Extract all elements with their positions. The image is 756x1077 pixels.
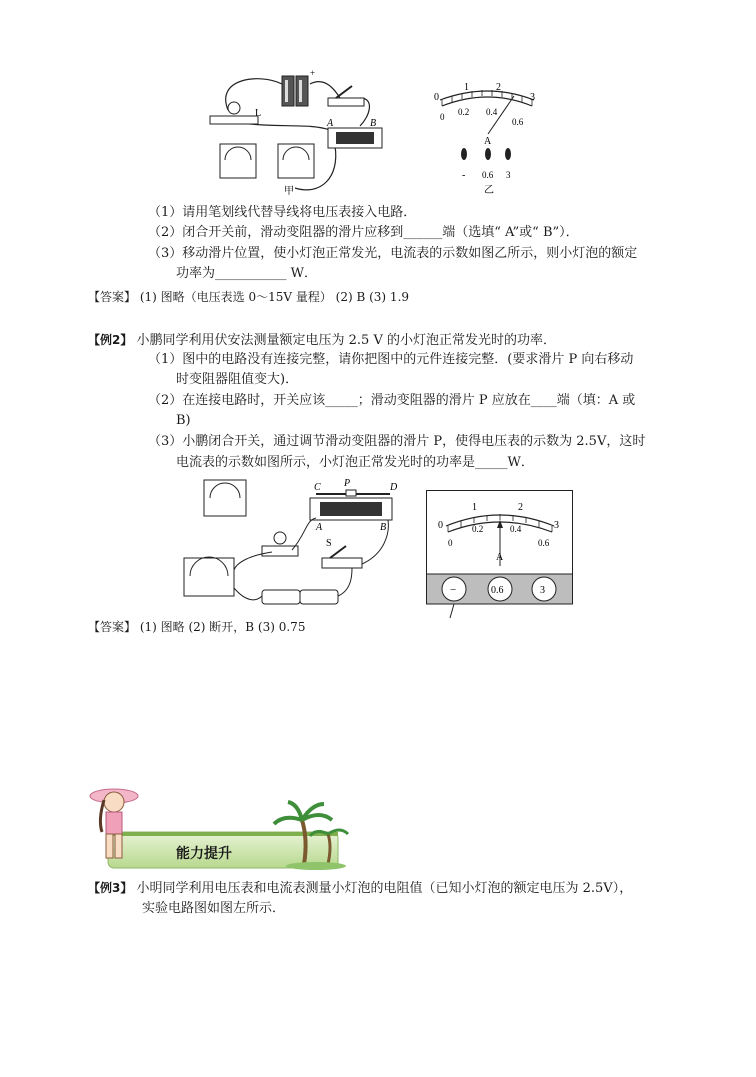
ex2-question-3-line-1: （3）小鹏闭合开关，通过调节滑动变阻器的滑片 P，使得电压表的示数为 2.5V，这时 bbox=[148, 434, 646, 449]
meter1-bottom-tick-3: 0.6 bbox=[512, 117, 524, 127]
meter2-top-tick-1: 1 bbox=[472, 502, 477, 513]
meter2-bottom-tick-2: 0.4 bbox=[510, 524, 522, 534]
meter2-top-tick-2: 2 bbox=[518, 502, 523, 513]
rheostat-c-label: C bbox=[314, 482, 321, 493]
ex1-answer-text: (1) 图略（电压表选 0～15V 量程） (2) B (3) 1.9 bbox=[139, 290, 410, 304]
ex2-answer-tag: 【答案】 bbox=[88, 620, 137, 634]
ex2-question-2-line-2: B) bbox=[176, 413, 191, 428]
meter2-terminal-3: 3 bbox=[540, 585, 545, 596]
switch-s-label: S bbox=[326, 538, 332, 549]
meter1-terminal-minus: - bbox=[462, 170, 466, 181]
rheostat-d-label: D bbox=[390, 482, 398, 493]
ex2-question-1-line-2: 时变阻器阻值变大)． bbox=[176, 372, 299, 387]
meter1-unit-label: A bbox=[484, 136, 492, 147]
meter1-top-tick-0: 0 bbox=[434, 92, 439, 103]
meter1-bottom-tick-2: 0.4 bbox=[486, 107, 498, 117]
meter2-bottom-tick-0: 0 bbox=[448, 538, 453, 548]
plus-label: + bbox=[310, 68, 316, 78]
figure2-ammeter-dial bbox=[426, 490, 574, 620]
rheostat-a-label: A bbox=[316, 522, 323, 533]
ex3-line-2: 实验电路图如图左所示． bbox=[142, 901, 286, 916]
rheostat-b-label: B bbox=[380, 522, 387, 533]
meter1-terminal-3: 3 bbox=[506, 170, 511, 180]
ex2-question-1-line-1: （1）图中的电路没有连接完整，请你把图中的元件连接完整．(要求滑片 P 向右移动 bbox=[148, 352, 634, 367]
figure2-circuit-diagram bbox=[176, 474, 406, 614]
figure1-circuit-diagram bbox=[200, 68, 400, 198]
ex1-question-1: （1）请用笔划线代替导线将电压表接入电路． bbox=[148, 205, 417, 220]
meter2-terminal-06: 0.6 bbox=[491, 585, 504, 596]
ex2-stem: 小鹏同学利用伏安法测量额定电压为 2.5 V 的小灯泡正常发光时的功率． bbox=[136, 333, 556, 348]
meter1-top-tick-2: 2 bbox=[496, 82, 501, 93]
meter1-top-tick-3: 3 bbox=[530, 92, 535, 103]
lamp-label: L bbox=[255, 108, 262, 119]
figure-caption-yi: 乙 bbox=[484, 185, 494, 196]
ex1-question-2: （2）闭合开关前，滑动变阻器的滑片应移到______端（选填“ A”或“ B”）． bbox=[148, 225, 579, 240]
terminal-b-label: B bbox=[370, 118, 377, 129]
ex2-question-2-line-1: （2）在连接电路时，开关应该_____；滑动变阻器的滑片 P 应放在____端（填：A 或 bbox=[148, 393, 636, 408]
meter1-bottom-tick-0: 0 bbox=[440, 112, 445, 122]
ex2-answer-text: (1) 图略 (2) 断开，B (3) 0.75 bbox=[139, 620, 306, 634]
ex2-tag: 【例2】 bbox=[88, 333, 133, 347]
meter2-unit-label: A bbox=[496, 552, 504, 563]
meter2-bottom-tick-3: 0.6 bbox=[538, 538, 550, 548]
meter2-top-tick-0: 0 bbox=[438, 520, 443, 531]
ex1-question-3-line-1: （3）移动滑片位置，使小灯泡正常发光，电流表的示数如图乙所示，则小灯泡的额定 bbox=[148, 246, 638, 261]
rheostat-p-label: P bbox=[344, 478, 351, 489]
meter1-top-tick-1: 1 bbox=[464, 82, 469, 93]
meter2-top-tick-3: 3 bbox=[554, 520, 559, 531]
ex1-question-3-line-2: 功率为___________ W． bbox=[176, 266, 317, 281]
section-banner bbox=[84, 780, 354, 876]
banner-title: 能力提升 bbox=[176, 846, 232, 862]
terminal-a-label: A bbox=[327, 118, 334, 129]
figure-caption-jia: 甲 bbox=[284, 186, 294, 197]
meter1-terminal-06: 0.6 bbox=[482, 170, 494, 180]
meter1-bottom-tick-1: 0.2 bbox=[458, 107, 470, 117]
figure1-ammeter-dial bbox=[428, 78, 548, 196]
ex3-line-1: 小明同学利用电压表和电流表测量小灯泡的电阻值（已知小灯泡的额定电压为 2.5V）， bbox=[136, 881, 633, 896]
meter2-bottom-tick-1: 0.2 bbox=[472, 524, 484, 534]
ex1-answer-tag: 【答案】 bbox=[88, 290, 137, 304]
ex3-tag: 【例3】 bbox=[88, 881, 133, 895]
meter2-terminal-minus: − bbox=[450, 584, 457, 596]
ex2-question-3-line-2: 电流表的示数如图所示，小灯泡正常发光时的功率是_____W． bbox=[176, 455, 534, 470]
